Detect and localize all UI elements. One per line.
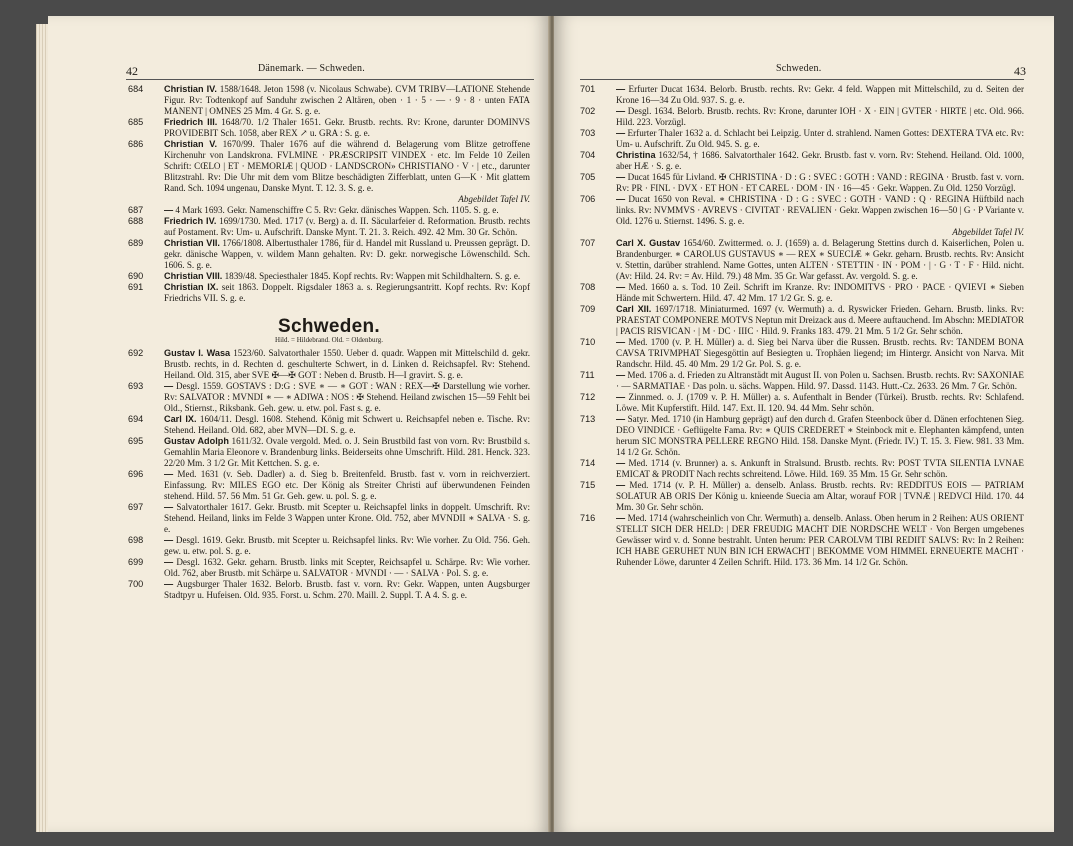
entry-ruler: Christian V.: [164, 139, 218, 149]
catalog-entry: [580, 282, 1024, 304]
catalog-entry: [580, 458, 1024, 480]
entry-number: 706: [580, 194, 596, 204]
section-title: Schweden.: [278, 316, 380, 337]
entry-ruler: —: [164, 205, 174, 215]
entry-ruler: Gustav Adolph: [164, 436, 229, 446]
entry-ruler: —: [616, 194, 626, 204]
catalog-entry: [128, 502, 530, 535]
open-book: [36, 16, 1058, 832]
entry-text: 1604/11. Desgl. 1608. Stehend. König mit Schwert u. Reichsapfel neben e. Tische. Rv: Stehend. Heiland. Old. 682, aber MVN—DI. S. g. e.: [164, 414, 530, 435]
catalog-entry: [128, 84, 530, 117]
entry-number: 708: [580, 282, 596, 292]
catalog-entry: [580, 414, 1024, 458]
catalog-entry: [128, 381, 530, 414]
catalog-entry: [128, 205, 530, 216]
entry-text: seit 1863. Doppelt. Rigsdaler 1863 a. s. Regierungsantritt. Kopf rechts. Rv: Kopf Friedrichs VII. S. g. e.: [164, 282, 530, 303]
left-column: [128, 84, 530, 601]
entry-ruler: —: [616, 414, 626, 424]
entry-text: Ducat 1650 von Reval. ∗ CHRISTINA · D : G : SVEC : GOTH · VAND : Q · REGINA Hüftbild nach links. Rv: NVMMVS · AVREVS · CIVITAT · REVALIEN · Gekr. Wappen zwischen 16—50 | G · P Variante v. Old. 1276 u. Stiernst. 1496. S. g. e.: [616, 194, 1024, 226]
entry-number: 696: [128, 469, 144, 479]
section-subtitle: Hild. = Hildebrand. Old. = Oldenburg.: [275, 336, 383, 344]
entry-ruler: —: [164, 469, 174, 479]
entry-text: Med. 1714 (v. P. H. Müller) a. denselb. Anlass. Brustb. rechts. Rv: REDDITUS EOIS — PATRIAM SOLATUR AB ORIS Der König u. knieende Suecia am Altar, worauf FOR | TVNÆ | REDVCI Hild. 170. 44 Mm. 30 Gr. Sehr schön.: [616, 480, 1024, 512]
entry-text: Erfurter Ducat 1634. Belorb. Brustb. rechts. Rv: Gekr. 4 feld. Wappen mit Mittelschild, zu d. Seiten der Krone 16—34 Zu Old. 937. S. g. e.: [616, 84, 1024, 105]
entry-number: 695: [128, 436, 144, 446]
entry-text: Desgl. 1619. Gekr. Brustb. mit Scepter u. Reichsapfel links. Rv: Wie vorher. Zu Old. 756. Geh. gew. u. etw. pol. S. g. e.: [164, 535, 530, 556]
entry-ruler: Carl X. Gustav: [616, 238, 681, 248]
entry-ruler: —: [616, 392, 626, 402]
entry-text: 1632/54, † 1686. Salvatorthaler 1642. Gekr. Brustb. fast v. vorn. Rv: Stehend. Heiland. Old. 1000, aber HÆ · S. g. e.: [616, 150, 1024, 171]
entry-ruler: —: [616, 370, 626, 380]
entry-text: Augsburger Thaler 1632. Belorb. Brustb. fast v. vorn. Rv: Gekr. Wappen, unten Augsburger Stadtpyr u. Hufeisen. Old. 935. Forst. u. Schm. 270. Maill. 2. Suppl. T. A 4. S. g. e.: [164, 579, 530, 600]
entry-text: 4 Mark 1693. Gekr. Namenschiffre C 5. Rv: Gekr. dänisches Wappen. Sch. 1105. S. g. e.: [173, 205, 499, 215]
entry-number: 698: [128, 535, 144, 545]
entry-number: 711: [580, 370, 595, 380]
entry-ruler: —: [616, 282, 626, 292]
entry-text: Med. 1700 (v. P. H. Müller) a. d. Sieg bei Narva über die Russen. Brustb. rechts. Rv: TANDEM BONA CAVSA TRIVMPHAT Siegesgöttin auf Besiegten u. Trophäen liegend; im Hintergr. Ansicht von Narva. Mit Randschr. Hild. 45. 40 Mm. 29 1/2 Gr. Pol. S. g. e.: [616, 337, 1024, 369]
entry-text: 1670/99. Thaler 1676 auf die während d. Belagerung vom Blitze getroffene Kirchenuhr von Landskrona. FVLMINE · PRÆSCRIPSIT VINDEX · etc. Im Felde 10 Zeilen Schrift: CŒLO | ET · MEMORIÆ | QUOD · LANDSCRON» CHRISTIANO · V · | etc., darunter Blitzstrahl. Rv: Die Uhr mit dem vom Blitze beschädigten Zifferblatt, unten G—K · Mit glattem Rand. Sch. 1094 ungenau, Danske Mynt. T. 12. 3. S. g. e.: [164, 139, 530, 193]
entry-number: 703: [580, 128, 596, 138]
entry-number: 705: [580, 172, 596, 182]
entry-ruler: Christian VII.: [164, 238, 220, 248]
page-number: 43: [1014, 64, 1026, 78]
entry-ruler: Christina: [616, 150, 656, 160]
entry-number: 702: [580, 106, 596, 116]
catalog-entry: [580, 194, 1024, 238]
entry-text: 1588/1648. Jeton 1598 (v. Nicolaus Schwabe). CVM TRIBV—LATIONE Stehende Figur. Rv: Todtenkopf auf Sanduhr zwischen 2 Altären, oben · 1 · 5 · — · 9 · 8 · unten FATA MANENT | OMNES 25 Mm. 4 Gr. S. g. e.: [164, 84, 530, 116]
entry-ruler: —: [616, 513, 626, 523]
entry-number: 687: [128, 205, 144, 215]
entry-text: 1699/1730. Med. 1717 (v. Berg) a. d. II. Säcularfeier d. Reformation. Brustb. rechts auf Postament. Rv: Um- u. Aufschrift. Danske Mynt. T. 21. 3. Reich. 492. 42 Mm. 30 Gr. Schön.: [164, 216, 531, 237]
entry-text: Med. 1714 (v. Brunner) a. s. Ankunft in Stralsund. Brustb. rechts. Rv: POST TVTA SILENTIA LVNAE EMICAT & PRODIT Nach rechts schreitend. Löwe. Hild. 169. 35 Mm. 15 Gr. Sehr schön.: [616, 458, 1024, 479]
entry-number: 713: [580, 414, 596, 424]
entry-number: 689: [128, 238, 144, 248]
entry-ruler: Carl IX.: [164, 414, 197, 424]
entry-ruler: —: [616, 172, 626, 182]
entry-ruler: —: [616, 337, 626, 347]
entry-number: 707: [580, 238, 596, 248]
catalog-entry: [128, 579, 530, 601]
catalog-entry: [580, 392, 1024, 414]
entry-ruler: —: [616, 128, 626, 138]
entry-ruler: Christian IX.: [164, 282, 219, 292]
catalog-entry: [580, 128, 1024, 150]
right-column: [580, 84, 1024, 568]
entry-number: 714: [580, 458, 596, 468]
entry-number: 716: [580, 513, 596, 523]
entry-text: Ducat 1645 für Livland. ✠ CHRISTINA · D : G : SVEC : GOTH : VAND : REGINA · Brustb. fast v. vorn. Rv: PR · FINL · DVX · ET HON · ET CAREL · DOM · IN · 16—45 · Gekr. Wappen. Zu Old. 1250 Vorzügl.: [616, 172, 1024, 193]
entries-bottom: [128, 348, 530, 601]
entry-number: 700: [128, 579, 144, 589]
catalog-entry: [580, 172, 1024, 194]
entry-ruler: —: [164, 381, 174, 391]
entry-ruler: Christian VIII.: [164, 271, 223, 281]
entry-number: 684: [128, 84, 144, 94]
entry-text: 1648/70. 1/2 Thaler 1651. Gekr. Brustb. rechts. Rv: Krone, darunter DOMINVS PROVIDEBIT Sch. 1058, aber REX ↗ u. GRA : S. g. e.: [164, 117, 530, 138]
page-number: 42: [126, 64, 138, 78]
header-rule: [126, 79, 534, 80]
catalog-entry: [580, 238, 1024, 282]
entry-number: 685: [128, 117, 144, 127]
catalog-entry: [580, 480, 1024, 513]
entry-ruler: —: [164, 579, 174, 589]
entry-number: 693: [128, 381, 144, 391]
entry-number: 701: [580, 84, 596, 94]
running-head: Schweden.: [776, 63, 822, 74]
entry-ruler: —: [616, 84, 626, 94]
entry-text: Salvatorthaler 1617. Gekr. Brustb. mit Scepter u. Reichsapfel links in doppelt. Umschrift. Rv: Stehend. Heiland, links im Felde 3 Wappen unter Krone. Old. 752, aber MVNDII ∗ SALVA · S. g. e.: [164, 502, 530, 534]
entry-text: 1654/60. Zwittermed. o. J. (1659) a. d. Belagerung Stettins durch d. Kaiserlichen, Polen u. Brandenburger. ∗ CAROLUS GUSTAVUS ∗ — REX ∗ SUECIÆ ∗ Gekr. geharn. Brustb. rechts. Rv: Ansicht v. Stettin, darüber strahlend. Name Gottes, unten ALTEN · STETTIN · IN · POM · | · G · T · F · Hild. nicht. (Av: Hild. 24. Rv: = Av. Hild. 79.) 48 Mm. 35 Gr. War gefasst. Av. vergold. S. g. e.: [616, 238, 1024, 281]
entry-number: 690: [128, 271, 144, 281]
catalog-entry: [128, 348, 530, 381]
entry-ruler: —: [164, 502, 174, 512]
running-head: Dänemark. — Schweden.: [258, 63, 365, 74]
entry-number: 699: [128, 557, 144, 567]
entry-ruler: —: [164, 557, 174, 567]
catalog-entry: [128, 216, 530, 238]
header-rule: [580, 79, 1024, 80]
entry-number: 704: [580, 150, 596, 160]
entry-text: Erfurter Thaler 1632 a. d. Schlacht bei Leipzig. Unter d. strahlend. Namen Gottes: DEXTERA TVA etc. Rv: Um- u. Aufschrift. Zu Old. 945. S. g. e.: [616, 128, 1024, 149]
entry-text: Zinnmed. o. J. (1709 v. P. H. Müller) a. s. Aufenthalt in Bender (Türkei). Brustb. rechts. Rv: Schlafend. Löwe. Mit Kupferstift. Hild. 147. Ext. II. 120. 94. 44 Mm. Sehr schön.: [616, 392, 1024, 413]
catalog-entry: [128, 414, 530, 436]
plate-caption: Abgebildet Tafel IV.: [952, 227, 1024, 237]
catalog-entry: [128, 117, 530, 139]
entry-ruler: —: [616, 458, 626, 468]
entry-ruler: —: [164, 535, 174, 545]
entry-text: Desgl. 1559. GOSTAVS : D:G : SVE ∗ — ∗ GOT : WAN : REX—✠ Darstellung wie vorher. Rv: SALVATOR : MVNDI ∗ — ∗ ADIWA : NOS : ✠ Stehend. Heiland zwischen 15—59 Fehlt bei Old., Stiernst., Riksbank. Geh. gew. u. etw. pol. Fast s. g. e.: [164, 381, 530, 413]
catalog-entry: [580, 337, 1024, 370]
catalog-entry: [128, 469, 530, 502]
entry-number: 686: [128, 139, 144, 149]
entry-text: 1839/48. Speciesthaler 1845. Kopf rechts. Rv: Wappen mit Schildhaltern. S. g. e.: [222, 271, 521, 281]
catalog-entry: [580, 84, 1024, 106]
entry-number: 697: [128, 502, 144, 512]
entry-text: Desgl. 1632. Gekr. geharn. Brustb. links mit Scepter, Reichsapfel u. Schärpe. Rv: Wie vorher. Old. 762, aber Brustb. mit Schärpe u. SALVATOR · MVNDI · — · SALVA · Pol. S. g. e.: [164, 557, 530, 578]
entry-text: 1697/1718. Miniaturmed. 1697 (v. Wermuth) a. d. Ryswicker Frieden. Geharn. Brustb. links. Rv: PRAESTAT COMPONERE MOTVS Neptun mit Dreizack aus d. Meere auftauchend. Im Abschn: MEDIATOR | PACIS RISVICAN · | M · DC · IIIC · Hild. 9. Franks 183. 479. 21 Mm. 5 1/2 Gr. Sehr schön.: [616, 304, 1024, 336]
entry-number: 691: [128, 282, 144, 292]
catalog-entry: [580, 513, 1024, 568]
catalog-entry: [580, 106, 1024, 128]
entry-number: 715: [580, 480, 596, 490]
entry-number: 694: [128, 414, 144, 424]
entries: [580, 84, 1024, 568]
catalog-entry: [128, 557, 530, 579]
catalog-entry: [580, 304, 1024, 337]
entry-text: Med. 1631 (v. Seb. Dadler) a. d. Sieg b. Breitenfeld. Brustb. fast v. vorn in reichverziert. Einfassung. Rv: MILES EGO etc. Der König als Streiter Christi auf überwundenen Feinden stehend. Hild. 57. 56 Mm. 51 Gr. Geh. gew. u. pol. S. g. e.: [164, 469, 530, 501]
right-page: [554, 16, 1054, 832]
entry-text: Satyr. Med. 1710 (in Hamburg geprägt) auf den durch d. Grafen Steenbock über d. Dänen erfochtenen Sieg. DEO VINDICE · Geflügelte Fama. Rv: ∗ QUIS CREDERET ∗ Steinbock mit e. Elephanten kämpfend, unten herum SIC MONSTRA PELLERE REGNO Hild. 158. Danske Mynt. (Friedr. IV.) T. 15. 3. Fiew. 981. 33 Mm. 14 1/2 Gr. Schön.: [616, 414, 1024, 457]
catalog-entry: [580, 150, 1024, 172]
entry-text: Med. 1706 a. d. Frieden zu Altranstädt mit August II. von Polen u. Sachsen. Brustb. rechts. Rv: SAXONIAE · — SARMATIAE · Das poln. u. sächs. Wappen. Hild. 97. Dassd. 1143. Hutt.-Cz. 2633. 26 Mm. 7 Gr. Schön.: [616, 370, 1024, 391]
entry-ruler: Christian IV.: [164, 84, 217, 94]
entry-text: Med. 1660 a. s. Tod. 10 Zeil. Schrift im Kranze. Rv: INDOMITVS · PRO · PACE · QVIEVI ∗ Sieben Hände mit Schwertern. Hild. 47. 42 Mm. 17 1/2 Gr. S. g. e.: [616, 282, 1024, 303]
entry-text: 1523/60. Salvatorthaler 1550. Ueber d. quadr. Wappen mit Mittelschild d. gekr. Brustb. rechts, in d. Rechten d. geschulterte Schwert, in d. Linken d. Reichsapfel. Rv: Stehend. Heiland. Old. 315, aber SVE ✠—✠ GOT : Neben d. Brustb. H—I gravirt. S. g. e.: [164, 348, 531, 380]
entry-text: Med. 1714 (wahrscheinlich von Chr. Wermuth) a. denselb. Anlass. Oben herum in 2 Reihen: AUS ORIENT STELLT SICH DER HELD: | DER FREUDIG MACHT DIE NORDSCHE WELT · Von Bergen umgebenes Gewässer wird v. d. Sonne bestrahlt. Unten herum: PER CAROLVM TIBI REDIIT SALVS: Rv: In 2 Reihen: ICH HABE GERUHET NUN BIN ICH ERWACHT | BEKOMME VOM HIMMEL ERNEUERTE MACHT · Ruhender Löwe, darunter 4 Zeilen Schrift. Hild. 173. 36 Mm. 14 1/2 Gr. Schön.: [616, 513, 1024, 567]
catalog-entry: [128, 535, 530, 557]
entry-ruler: Carl XII.: [616, 304, 652, 314]
entry-ruler: Friedrich III.: [164, 117, 218, 127]
catalog-entry: [128, 139, 530, 205]
catalog-entry: [128, 282, 530, 304]
entry-number: 688: [128, 216, 144, 226]
entries-top: [128, 84, 530, 304]
entry-number: 712: [580, 392, 596, 402]
entry-text: Desgl. 1634. Belorb. Brustb. rechts. Rv: Krone, darunter IOH · X · EIN | GVTER · HIRTE | etc. Old. 966. Hild. 223. Vorzügl.: [616, 106, 1024, 127]
left-page: [48, 16, 550, 832]
entry-number: 710: [580, 337, 596, 347]
entry-number: 709: [580, 304, 596, 314]
entry-text: 1611/32. Ovale vergold. Med. o. J. Sein Brustbild fast von vorn. Rv: Brustbild s. Gemahlin Maria Eleonore v. Brandenburg links. Beiderseits ohne Umschrift. Hild. 281. Henck. 323. 22/20 Mm. 3 1/2 Gr. Mit Kettchen. S. g. e.: [164, 436, 530, 468]
catalog-entry: [580, 370, 1024, 392]
entry-ruler: —: [616, 480, 626, 490]
entry-ruler: Friedrich IV.: [164, 216, 217, 226]
catalog-entry: [128, 436, 530, 469]
plate-caption: Abgebildet Tafel IV.: [458, 194, 530, 204]
entry-number: 692: [128, 348, 144, 358]
catalog-entry: [128, 238, 530, 271]
entry-text: 1766/1808. Albertusthaler 1786, für d. Handel mit Russland u. Preussen geprägt. D. gekr. dänische Wappen, v. wildem Mann gehalten. Rv: D. gekr. norwegische Löwenschild. Sch. 1606. S. g. e.: [164, 238, 530, 270]
entry-ruler: Gustav I. Wasa: [164, 348, 231, 358]
catalog-entry: [128, 271, 530, 282]
entry-ruler: —: [616, 106, 626, 116]
